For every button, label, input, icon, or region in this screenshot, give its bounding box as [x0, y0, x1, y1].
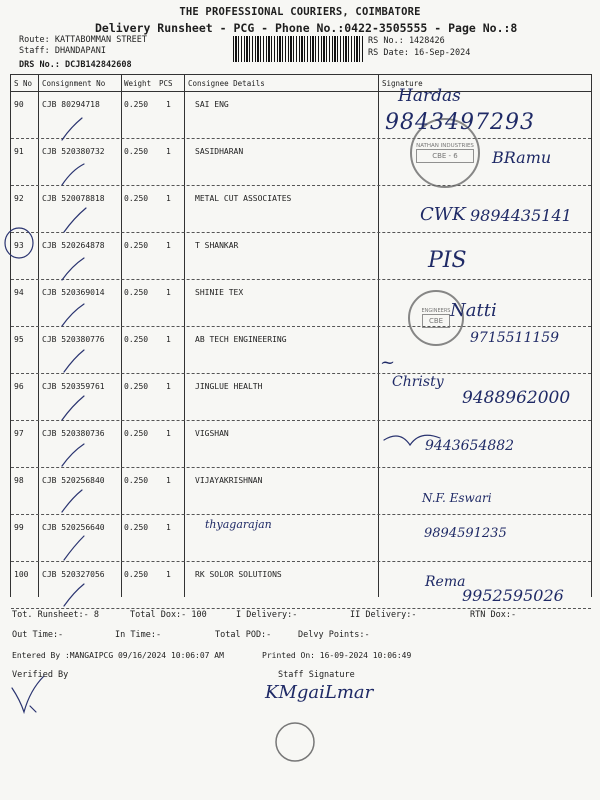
entered-by: Entered By :MANGAIPCG 09/16/2024 10:06:07 AM — [12, 651, 224, 660]
runsheet-subtitle: Delivery Runsheet - PCG - Phone No.:0422-3505555 - Page No.:8 — [95, 21, 518, 35]
row-consignee: VIGSHAN — [195, 429, 229, 438]
company-title: THE PROFESSIONAL COURIERS, COIMBATORE — [179, 6, 421, 18]
row-weight: 0.250 — [124, 523, 149, 532]
phone-row-92: 9894435141 — [470, 206, 572, 225]
row-consignee: SHINIE TEX — [195, 288, 244, 297]
staff-signature-ink: KMgaiLmar — [265, 682, 374, 703]
row-weight: 0.250 — [124, 335, 149, 344]
rtn-dox: RTN Dox:- — [470, 610, 517, 620]
signature-row-100: Rema — [425, 574, 466, 590]
col-pcs: PCS — [159, 79, 173, 88]
col-consignee: Consignee Details — [188, 79, 265, 88]
row-pcs: 1 — [166, 429, 171, 438]
row-sno: 95 — [14, 335, 24, 344]
rs-number: RS No.: 1428426 — [368, 36, 445, 46]
row-sno: 100 — [14, 570, 29, 579]
row-pcs: 1 — [166, 288, 171, 297]
row-consignee: T SHANKAR — [195, 241, 239, 250]
printed-on: Printed On: 16-09-2024 10:06:49 — [262, 651, 412, 660]
row-weight: 0.250 — [124, 476, 149, 485]
row-consignee: SASIDHARAN — [195, 147, 244, 156]
col-consignment: Consignment No — [42, 79, 106, 88]
row-consignment: CJB 520078818 — [42, 194, 105, 203]
row-consignee: AB TECH ENGINEERING — [195, 335, 287, 344]
row-sno: 93 — [14, 241, 24, 250]
row-sno: 99 — [14, 523, 24, 532]
phone-row-97: 9443654882 — [425, 438, 515, 454]
engineers-stamp: ENGINEERS CBE — [408, 290, 464, 346]
name-row-99: thyagarajan — [205, 518, 272, 531]
row-consignee: METAL CUT ASSOCIATES — [195, 194, 292, 203]
row-consignment: CJB 520327056 — [42, 570, 105, 579]
out-time: Out Time:- — [12, 630, 64, 640]
phone-row-100: 9952595026 — [462, 586, 564, 605]
route-label: Route: KATTABOMMAN STREET — [19, 35, 147, 45]
row-weight: 0.250 — [124, 288, 149, 297]
row-pcs: 1 — [166, 194, 171, 203]
row-sno: 90 — [14, 100, 24, 109]
total-dox: Total Dox:- 100 — [130, 610, 207, 620]
ii-delivery: II Delivery:- — [350, 610, 417, 620]
row-pcs: 1 — [166, 335, 171, 344]
row-weight: 0.250 — [124, 147, 149, 156]
row-sno: 97 — [14, 429, 24, 438]
row-sno: 96 — [14, 382, 24, 391]
company-stamp: NATHAN INDUSTRIES CBE - 6 — [410, 118, 480, 188]
row-weight: 0.250 — [124, 194, 149, 203]
row-consignment: CJB 520256840 — [42, 476, 105, 485]
phone-row-95: 9715511159 — [470, 330, 560, 346]
row-weight: 0.250 — [124, 100, 149, 109]
rs-date: RS Date: 16-Sep-2024 — [368, 48, 471, 58]
signature-row-96: Christy — [392, 374, 444, 390]
row-consignment: CJB 520380776 — [42, 335, 105, 344]
row-consignment: CJB 520264878 — [42, 241, 105, 250]
row-pcs: 1 — [166, 147, 171, 156]
row-pcs: 1 — [166, 382, 171, 391]
delvy-points: Delvy Points:- — [298, 630, 370, 640]
signature-row-98: N.F. Eswari — [422, 491, 492, 505]
signature-row-92: CWK — [420, 204, 466, 225]
row-pcs: 1 — [166, 523, 171, 532]
row-consignment: CJB 520359761 — [42, 382, 105, 391]
row-pcs: 1 — [166, 476, 171, 485]
row-sno: 94 — [14, 288, 24, 297]
row-consignment: CJB 520369014 — [42, 288, 105, 297]
row-consignee: VIJAYAKRISHNAN — [195, 476, 263, 485]
drs-number: DRS No.: DCJB142842608 — [19, 60, 132, 70]
staff-signature-label: Staff Signature — [278, 670, 355, 680]
in-time: In Time:- — [115, 630, 162, 640]
row-sno: 98 — [14, 476, 24, 485]
row-weight: 0.250 — [124, 241, 149, 250]
row-consignee: SAI ENG — [195, 100, 229, 109]
phone-row-90: 9843497293 — [385, 110, 535, 135]
row-pcs: 1 — [166, 100, 171, 109]
row-consignment: CJB 80294718 — [42, 100, 100, 109]
row-weight: 0.250 — [124, 570, 149, 579]
row-consignment: CJB 520380732 — [42, 147, 105, 156]
row-sno: 91 — [14, 147, 24, 156]
row-consignment: CJB 520256640 — [42, 523, 105, 532]
col-signature: Signature — [382, 79, 423, 88]
i-delivery: I Delivery:- — [236, 610, 298, 620]
row-weight: 0.250 — [124, 382, 149, 391]
row-sno: 92 — [14, 194, 24, 203]
tot-runsheet: Tot. Runsheet:- 8 — [12, 610, 99, 620]
row-consignment: CJB 520380736 — [42, 429, 105, 438]
row-weight: 0.250 — [124, 429, 149, 438]
signature-row-93: PIS — [428, 248, 467, 273]
row-consignee: JINGLUE HEALTH — [195, 382, 263, 391]
col-weight: Weight — [124, 79, 152, 88]
signature-row-91: BRamu — [492, 148, 552, 167]
phone-row-99: 9894591235 — [424, 526, 507, 541]
verified-by: Verified By — [12, 670, 69, 680]
row-pcs: 1 — [166, 241, 171, 250]
row-consignee: RK SOLOR SOLUTIONS — [195, 570, 282, 579]
scribble-row-95: ~ — [380, 352, 396, 373]
phone-row-96: 9488962000 — [462, 388, 571, 408]
staff-label: Staff: DHANDAPANI — [19, 46, 106, 56]
total-pod: Total POD:- — [215, 630, 272, 640]
col-sno: S No — [14, 79, 33, 88]
signature-row-90: Hardas — [398, 86, 461, 106]
signature-row-94: Natti — [450, 300, 497, 321]
row-pcs: 1 — [166, 570, 171, 579]
